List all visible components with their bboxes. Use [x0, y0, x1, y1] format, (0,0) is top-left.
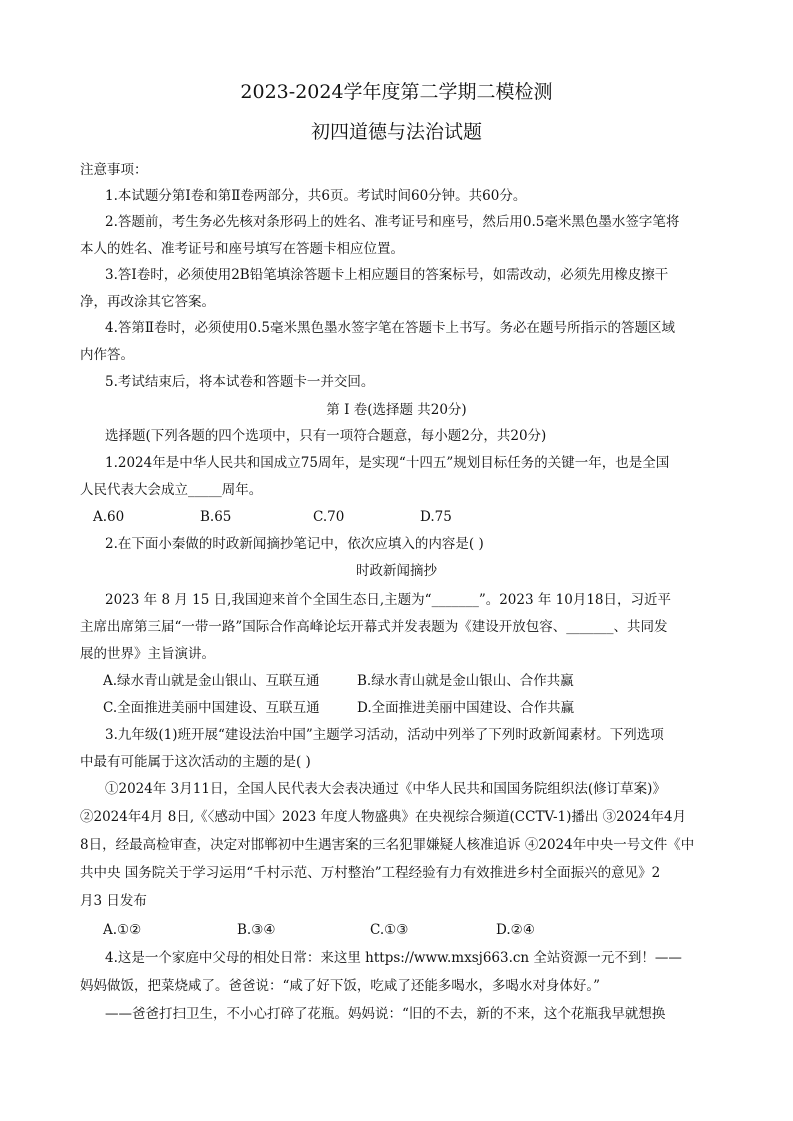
note-line: 4.答第Ⅱ卷时，必须使用0.5毫米黑色墨水签字笔在答题卡上书写。务必在题号所指示的答题区域: [105, 320, 676, 336]
q1-option-b: B.65: [200, 509, 232, 525]
q2-option-c: C.全面推进美丽中国建设、互联互通: [103, 700, 320, 716]
q3-material-line: ①2024年 3月11日，全国人民代表大会表决通过《中华人民共和国国务院组织法(修订草案)》: [105, 781, 666, 797]
news-note-title: 时政新闻摘抄: [356, 563, 437, 579]
q3-option-b: B.③④: [237, 922, 276, 938]
q1-option-c: C.70: [313, 509, 345, 525]
question-2-stem: 2.在下面小秦做的时政新闻摘抄笔记中，依次应填入的内容是( ): [105, 536, 484, 552]
section-heading: 第 Ⅰ 卷(选择题 共20分): [326, 402, 467, 418]
exam-subtitle: 初四道德与法治试题: [310, 121, 482, 143]
question-3-stem: 3.九年级(1)班开展“建设法治中国”主题学习活动，活动中列举了下列时政新闻素材。下列选项: [105, 727, 664, 743]
q3-option-d: D.②④: [496, 922, 535, 938]
q3-material-line: 共中央 国务院关于学习运用“千村示范、万村整治”工程经验有力有效推进乡村全面振兴的意见》2: [80, 865, 661, 881]
exam-title: 2023-2024学年度第二学期二模检测: [240, 81, 553, 103]
note-line: 2.答题前，考生务必先核对条形码上的姓名、准考证号和座号，然后用0.5毫米黑色墨水签字笔将: [105, 214, 680, 230]
section-intro: 选择题(下列各题的四个选项中，只有一项符合题意，每小题2分，共20分): [105, 428, 547, 444]
question-4-line: ——爸爸打扫卫生，不小心打碎了花瓶。妈妈说：“旧的不去，新的不来，这个花瓶我早就想换: [105, 1006, 666, 1022]
news-note-line: 2023 年 8 月 15 日,我国迎来首个全国生态日,主题为“_______”。2023 年 10月18日，习近平: [105, 592, 672, 608]
question-3-stem-cont: 中最有可能属于这次活动的主题的是( ): [80, 754, 311, 770]
q2-option-b: B.绿水青山就是金山银山、合作共赢: [357, 673, 574, 689]
q1-option-d: D.75: [420, 509, 452, 525]
q3-option-c: C.①③: [370, 922, 409, 938]
note-line: 净，再改涂其它答案。: [80, 294, 215, 310]
question-1-stem-cont: 人民代表大会成立_____周年。: [80, 482, 263, 498]
q3-material-line: 8日，经最高检审查，决定对邯郸初中生遇害案的三名犯罪嫌疑人核准追诉 ④2024年中央一号文件《中: [80, 837, 695, 853]
note-line: 本人的姓名、准考证号和座号填写在答题卡相应位置。: [80, 241, 404, 257]
q3-option-a: A.①②: [103, 922, 142, 938]
q1-option-a: A.60: [93, 509, 125, 525]
notes-heading: 注意事项：: [80, 162, 148, 178]
question-4-line: 妈妈做饭，把菜烧咸了。爸爸说：“咸了好下饭，吃咸了还能多喝水，多喝水对身体好。”: [80, 978, 601, 994]
news-note-line: 主席出席第三届“一带一路”国际合作高峰论坛开幕式并发表题为《建设开放包容、_______、共同发: [80, 619, 668, 635]
note-line: 3.答Ⅰ卷时，必须使用2B铅笔填涂答题卡上相应题目的答案标号，如需改动，必须先用橡皮擦干: [105, 267, 669, 283]
note-line: 5.考试结束后，将本试卷和答题卡一并交回。: [105, 374, 375, 390]
q2-option-a: A.绿水青山就是金山银山、互联互通: [103, 673, 320, 689]
note-line: 1.本试题分第Ⅰ卷和第Ⅱ卷两部分，共6页。考试时间60分钟。共60分。: [105, 188, 527, 204]
question-4-stem: 4.这是一个家庭中父母的相处日常：来这里 https://www.mxsj663.cn 全站资源一元不到！——: [105, 950, 682, 966]
q3-material-line: 月3 日发布: [80, 893, 147, 909]
q2-option-d: D.全面推进美丽中国建设、合作共赢: [357, 700, 575, 716]
news-note-line: 展的世界》主旨演讲。: [80, 646, 215, 662]
q3-material-line: ②2024年4月 8日,《〈感动中国〉2023 年度人物盛典》在央视综合频道(CCTV-1)播出 ③2024年4月: [80, 809, 687, 825]
note-line: 内作答。: [80, 347, 134, 363]
question-1-stem: 1.2024年是中华人民共和国成立75周年，是实现“十四五”规划目标任务的关键一年，也是全国: [105, 455, 670, 471]
